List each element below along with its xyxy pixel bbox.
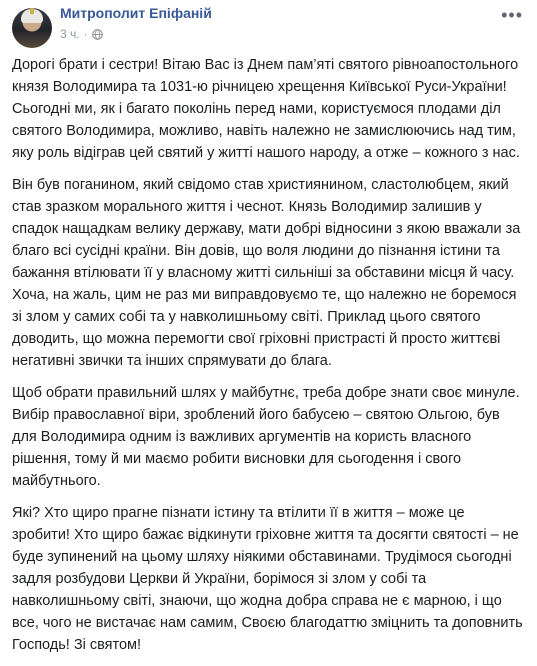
post-paragraph-4: Які? Хто щиро прагне пізнати істину та втілити її в життя – може це зробити! Хто щиро бажає відкинути гріховне життя та досягти святості – не буде зупинений на цьому шляху ніякими обставинами. Трудімося сьогодні задля розбудови Церкви й України, борімося зі злом у собі та навколишньому світі, знаючи, що жодна добра справа не є марною, і що все, чого не вистачає нам самим, Своєю благодаттю зміцнить та доповнить Господь! Зі святом! <box>12 505 523 653</box>
post-header <box>0 0 537 52</box>
post-paragraph-3: Щоб обрати правильний шлях у майбутнє, треба добре знати своє минуле. Вибір православної віри, зроблений його бабусею – святою Ольгою, був для Володимира одним із важливих аргументів на користь власного рішення, тому й ми маємо робити висновки для сьогодення і свого майбутнього. <box>12 385 520 489</box>
post-paragraph-1: Дорогі брати і сестри! Вітаю Вас із Днем пам’яті святого рівноапостольного князя Володимира та 1031-ю річницею хрещення Київської Руси-України! Сьогодні ми, як і багато поколінь перед нами, користуємося плодами діл святого Володимира, можливо, навіть належно не замислюючись над тим, яку роль відіграв цей святий у житті нашого народу, а отже – кожного з нас. <box>12 57 520 161</box>
post-paragraph-2: Він був поганином, який свідомо став християнином, сластолюбцем, який став зразком морального життя і чеснот. Князь Володимир залишив у спадок нащадкам велику державу, мати добрі відносини з якою вважали за благо всі сусідні країни. Він довів, що воля людини до пізнання істини та бажання втілювати її у власному житті сильніші за обставини місця й часу. Хоча, на жаль, цим не раз ми виправдовуємо те, що належно не боремося зі злом у самих собі та у навколишньому світі. Приклад цього святого доводить, що можна перемогти свої гріховні пристрасті й просто життєві негативні звички та інших спрямувати до блага. <box>12 177 521 369</box>
post-text <box>12 54 526 666</box>
avatar[interactable] <box>12 8 52 48</box>
more-options-icon[interactable]: ••• <box>501 5 523 25</box>
author-name[interactable]: Митрополит Епіфаній <box>60 5 212 21</box>
post-time[interactable]: 3 ч. <box>60 27 80 41</box>
post-meta <box>60 27 103 41</box>
globe-icon[interactable] <box>92 29 103 40</box>
avatar-cross <box>30 8 34 14</box>
meta-separator: · <box>83 27 88 41</box>
